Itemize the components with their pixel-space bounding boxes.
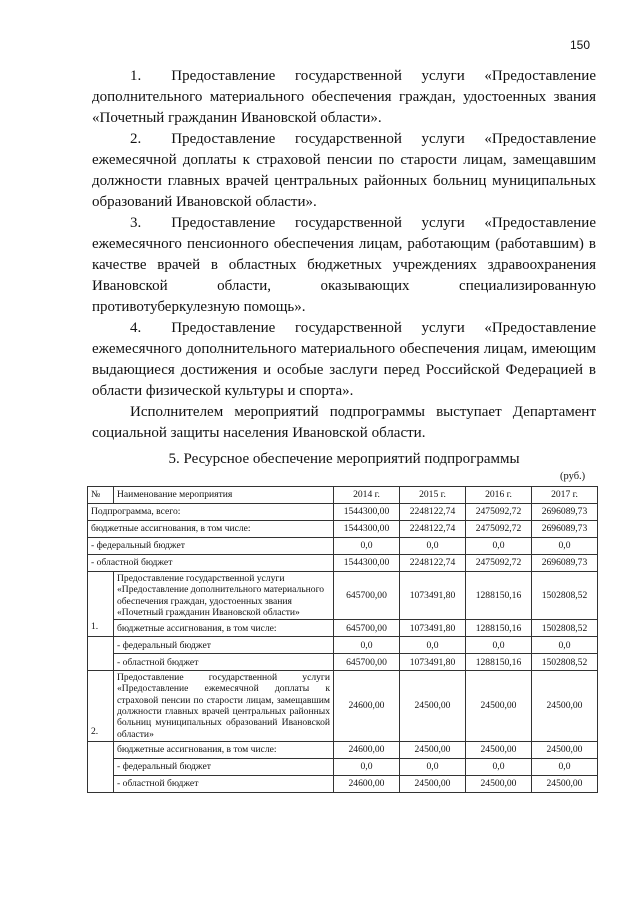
- unit-note: (руб.): [560, 471, 586, 482]
- value-2014: 645700,00: [334, 654, 400, 671]
- value-2015: 2248122,74: [400, 521, 466, 538]
- item-number: 1.: [88, 572, 114, 637]
- row-label: - областной бюджет: [114, 654, 334, 671]
- row-label: - федеральный бюджет: [88, 538, 334, 555]
- page-number: 150: [570, 38, 591, 52]
- value-2017: 1502808,52: [532, 620, 598, 637]
- value-2015: 24500,00: [400, 741, 466, 758]
- value-2015: 1073491,80: [400, 620, 466, 637]
- table-row: [88, 637, 598, 654]
- paragraph-item-2: 2. Предоставление государственной услуги «Предоставление ежемесячной доплаты к страховой пенсии по старости лицам, замещавшим должности главных врачей центральных районных больниц муниципальных образований Ивановской области».: [92, 131, 596, 210]
- value-2014: 0,0: [334, 538, 400, 555]
- value-2014: 24600,00: [334, 775, 400, 792]
- value-2016: 0,0: [466, 538, 532, 555]
- value-2014: 0,0: [334, 758, 400, 775]
- value-2014: 645700,00: [334, 620, 400, 637]
- value-2015: 1073491,80: [400, 572, 466, 620]
- table-row: [88, 555, 598, 572]
- value-2016: 0,0: [466, 758, 532, 775]
- value-2016: 1288150,16: [466, 620, 532, 637]
- value-2014: 1544300,00: [334, 521, 400, 538]
- value-2015: 24500,00: [400, 671, 466, 742]
- value-2016: 1288150,16: [466, 654, 532, 671]
- item-title: Предоставление государственной услуги «Предоставление дополнительного материального обеспечения граждан, удостоенных звания «Почетный гражданин Ивановской области»: [114, 572, 334, 620]
- value-2016: 24500,00: [466, 671, 532, 742]
- value-2015: 0,0: [400, 637, 466, 654]
- value-2016: 2475092,72: [466, 555, 532, 572]
- value-2014: 1544300,00: [334, 555, 400, 572]
- item-number-cell-empty: [88, 741, 114, 792]
- row-label: - федеральный бюджет: [114, 758, 334, 775]
- table-row: [88, 504, 598, 521]
- paragraph-item-4: 4. Предоставление государственной услуги «Предоставление ежемесячного дополнительного материального обеспечения лицам, имеющим выдающиеся достижения и особые заслуги перед Российской Федерацией в области физической культуры и спорта».: [92, 320, 596, 399]
- value-2017: 0,0: [532, 758, 598, 775]
- row-label: Подпрограмма, всего:: [88, 504, 334, 521]
- value-2014: 0,0: [334, 637, 400, 654]
- value-2016: 24500,00: [466, 775, 532, 792]
- item-number: 2.: [88, 671, 114, 742]
- table-row: [88, 620, 598, 637]
- table-row: [88, 654, 598, 671]
- col-header-2015: 2015 г.: [400, 487, 466, 504]
- row-label: - областной бюджет: [114, 775, 334, 792]
- value-2015: 2248122,74: [400, 504, 466, 521]
- col-header-2017: 2017 г.: [532, 487, 598, 504]
- value-2017: 0,0: [532, 538, 598, 555]
- section-heading: 5. Ресурсное обеспечение мероприятий подпрограммы: [168, 451, 520, 467]
- value-2016: 2475092,72: [466, 504, 532, 521]
- value-2017: 0,0: [532, 637, 598, 654]
- row-label: - областной бюджет: [88, 555, 334, 572]
- row-label: бюджетные ассигнования, в том числе:: [88, 521, 334, 538]
- value-2015: 0,0: [400, 538, 466, 555]
- table-row: [88, 671, 598, 742]
- value-2017: 2696089,73: [532, 555, 598, 572]
- table-row: [88, 572, 598, 620]
- value-2017: 24500,00: [532, 671, 598, 742]
- item-number-cell-empty: [88, 637, 114, 671]
- value-2015: 0,0: [400, 758, 466, 775]
- value-2015: 2248122,74: [400, 555, 466, 572]
- value-2014: 645700,00: [334, 572, 400, 620]
- value-2017: 1502808,52: [532, 572, 598, 620]
- value-2014: 1544300,00: [334, 504, 400, 521]
- row-label: - федеральный бюджет: [114, 637, 334, 654]
- value-2016: 1288150,16: [466, 572, 532, 620]
- paragraph-item-1: 1. Предоставление государственной услуги «Предоставление дополнительного материального обеспечения граждан, удостоенных звания «Почетный гражданин Ивановской области».: [92, 68, 596, 126]
- col-header-num: №: [88, 487, 114, 504]
- table-row: [88, 521, 598, 538]
- col-header-name: Наименование мероприятия: [114, 487, 334, 504]
- table-row: [88, 758, 598, 775]
- value-2017: 2696089,73: [532, 504, 598, 521]
- table-row: [88, 775, 598, 792]
- value-2017: 1502808,52: [532, 654, 598, 671]
- row-label: бюджетные ассигнования, в том числе:: [114, 620, 334, 637]
- value-2015: 1073491,80: [400, 654, 466, 671]
- col-header-2014: 2014 г.: [334, 487, 400, 504]
- item-title: Предоставление государственной услуги «Предоставление ежемесячной доплаты к страховой пенсии по старости лицам, замещавшим должности главных врачей центральных районных больниц муниципальных образований Ивановской области»: [114, 671, 334, 742]
- resource-table: [87, 486, 598, 793]
- value-2016: 24500,00: [466, 741, 532, 758]
- row-label: бюджетные ассигнования, в том числе:: [114, 741, 334, 758]
- value-2017: 2696089,73: [532, 521, 598, 538]
- paragraph-executor: Исполнителем мероприятий подпрограммы выступает Департамент социальной защиты населения Ивановской области.: [92, 404, 596, 441]
- table-row: [88, 538, 598, 555]
- value-2016: 2475092,72: [466, 521, 532, 538]
- value-2014: 24600,00: [334, 671, 400, 742]
- table-row: [88, 741, 598, 758]
- value-2017: 24500,00: [532, 741, 598, 758]
- value-2015: 24500,00: [400, 775, 466, 792]
- table-header-row: [88, 487, 598, 504]
- value-2014: 24600,00: [334, 741, 400, 758]
- value-2017: 24500,00: [532, 775, 598, 792]
- col-header-2016: 2016 г.: [466, 487, 532, 504]
- value-2016: 0,0: [466, 637, 532, 654]
- paragraph-item-3: 3. Предоставление государственной услуги «Предоставление ежемесячного пенсионного обеспечения лицам, работающим (работавшим) в качестве врачей в областных бюджетных учреждениях здравоохранения Ивановской области, оказывающих специализированную противотуберкулезную помощь».: [92, 215, 596, 315]
